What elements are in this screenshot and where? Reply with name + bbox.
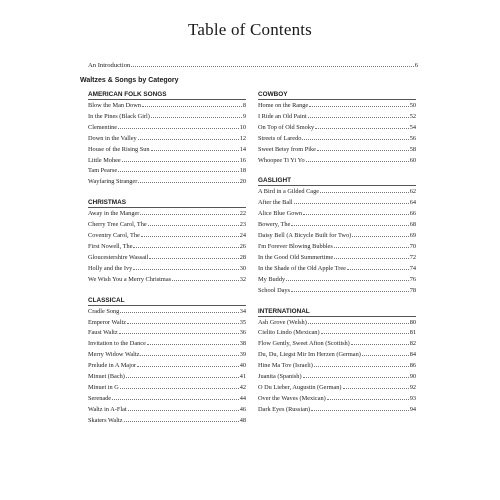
leader-dots bbox=[309, 106, 409, 107]
toc-entry[interactable] bbox=[258, 350, 416, 361]
entry-title: In the Good Old Summertime bbox=[258, 253, 334, 261]
entry-title: O Du Lieber, Augustin (German) bbox=[258, 383, 342, 391]
entry-page: 78 bbox=[409, 286, 416, 294]
entry-title: A Bird in a Gilded Cage bbox=[258, 188, 320, 196]
leader-dots bbox=[140, 355, 238, 356]
entry-page: 40 bbox=[239, 362, 246, 370]
category-heading: Waltzes & Songs by Category bbox=[80, 77, 179, 84]
toc-entry[interactable] bbox=[258, 198, 416, 209]
leader-dots bbox=[327, 399, 409, 400]
entry-page: 24 bbox=[239, 232, 246, 240]
toc-entry[interactable] bbox=[258, 286, 416, 297]
entry-title: Skaters Waltz bbox=[88, 416, 123, 424]
leader-dots bbox=[303, 214, 409, 215]
leader-dots bbox=[308, 323, 409, 324]
leader-dots bbox=[308, 117, 409, 118]
entry-page: 6 bbox=[414, 62, 418, 69]
toc-entry[interactable] bbox=[88, 350, 246, 361]
leader-dots bbox=[118, 171, 239, 172]
entry-page: 69 bbox=[409, 232, 416, 240]
entry-title: Dark Eyes (Russian) bbox=[258, 405, 311, 413]
entry-title: After the Ball bbox=[258, 199, 293, 207]
entry-page: 62 bbox=[409, 188, 416, 196]
toc-entry[interactable] bbox=[88, 209, 246, 220]
entry-title: I'm Forever Blowing Bubbles bbox=[258, 242, 333, 250]
entry-title: Blow the Man Down bbox=[88, 102, 141, 109]
toc-entry[interactable] bbox=[258, 372, 416, 383]
entry-page: 86 bbox=[409, 362, 416, 370]
entry-page: 54 bbox=[409, 123, 416, 131]
leader-dots bbox=[122, 161, 239, 162]
entry-title: Faust Waltz bbox=[88, 329, 118, 337]
toc-section bbox=[88, 198, 246, 285]
toc-entry[interactable] bbox=[88, 166, 246, 177]
toc-entry[interactable] bbox=[88, 339, 246, 350]
entry-title: I Ride an Old Paint bbox=[258, 112, 307, 120]
entry-page: 48 bbox=[239, 416, 246, 424]
entry-page: 60 bbox=[409, 156, 416, 164]
entry-page: 16 bbox=[239, 156, 246, 164]
entry-title: An Introduction bbox=[88, 62, 131, 69]
leader-dots bbox=[302, 139, 408, 140]
left-column bbox=[88, 90, 246, 437]
entry-title: Invitation to the Dance bbox=[88, 340, 146, 348]
entry-page: 38 bbox=[239, 340, 246, 348]
entry-title: Ash Grove (Welsh) bbox=[258, 318, 307, 326]
entry-page: 74 bbox=[409, 264, 416, 272]
toc-entry[interactable] bbox=[88, 220, 246, 231]
toc-entry[interactable] bbox=[258, 220, 416, 231]
leader-dots bbox=[140, 214, 238, 215]
leader-dots bbox=[112, 399, 239, 400]
toc-entry[interactable] bbox=[88, 177, 246, 188]
entry-page: 64 bbox=[409, 199, 416, 207]
entry-page: 93 bbox=[409, 394, 416, 402]
page-title: Table of Contents bbox=[187, 20, 313, 39]
entry-title: Cielito Lindo (Mexican) bbox=[258, 329, 320, 337]
entry-title: Coventry Carol, The bbox=[88, 232, 140, 240]
leader-dots bbox=[334, 258, 409, 259]
leader-dots bbox=[172, 280, 239, 281]
toc-section bbox=[88, 90, 246, 188]
entry-title: Prelude in A Major bbox=[88, 362, 137, 370]
toc-section bbox=[258, 176, 416, 296]
entry-page: 12 bbox=[239, 134, 246, 142]
leader-dots bbox=[334, 247, 409, 248]
entry-page: 8 bbox=[242, 102, 246, 109]
toc-entry[interactable] bbox=[258, 123, 416, 134]
leader-dots bbox=[149, 258, 238, 259]
entry-page: 84 bbox=[409, 351, 416, 359]
toc-entry[interactable] bbox=[258, 101, 416, 112]
leader-dots bbox=[147, 344, 239, 345]
entry-page: 92 bbox=[409, 383, 416, 391]
entry-title: Cradle Song bbox=[88, 307, 120, 315]
toc-entry[interactable] bbox=[258, 318, 416, 329]
leader-dots bbox=[343, 388, 409, 389]
leader-dots bbox=[142, 106, 242, 107]
section-title: CHRISTMAS bbox=[88, 198, 246, 208]
entry-title: Cherry Tree Carol, The bbox=[88, 221, 147, 229]
leader-dots bbox=[141, 236, 239, 237]
toc-entry[interactable] bbox=[88, 383, 246, 394]
toc-entry[interactable] bbox=[88, 307, 246, 318]
leader-dots bbox=[291, 225, 408, 226]
section-title: GASLIGHT bbox=[258, 176, 416, 186]
entry-title: In the Shade of the Old Apple Tree bbox=[258, 264, 346, 272]
section-title: COWBOY bbox=[258, 90, 416, 100]
toc-entry[interactable] bbox=[258, 242, 416, 253]
toc-entry[interactable] bbox=[88, 112, 246, 123]
toc-entry[interactable] bbox=[258, 209, 416, 220]
entry-title: Down in the Valley bbox=[88, 134, 137, 142]
entry-page: 9 bbox=[242, 112, 246, 120]
toc-entry[interactable] bbox=[258, 264, 416, 275]
toc-entry[interactable] bbox=[258, 361, 416, 372]
leader-dots bbox=[120, 312, 238, 313]
toc-entry-introduction[interactable] bbox=[88, 62, 418, 69]
entry-title: Home on the Range bbox=[258, 102, 309, 109]
toc-entry[interactable] bbox=[88, 361, 246, 372]
entry-page: 28 bbox=[239, 253, 246, 261]
entry-title: Daisy Bell (A Bicycle Built for Two) bbox=[258, 232, 352, 240]
leader-dots bbox=[133, 269, 238, 270]
entry-title: Gloucestershire Wassail bbox=[88, 253, 149, 261]
leader-dots bbox=[151, 117, 242, 118]
leader-dots bbox=[291, 291, 409, 292]
entry-title: Tam Pearse bbox=[88, 167, 118, 175]
entry-page: 52 bbox=[409, 112, 416, 120]
entry-title: Holly and the Ivy bbox=[88, 264, 133, 272]
toc-entry[interactable] bbox=[88, 156, 246, 167]
toc-entry[interactable] bbox=[88, 405, 246, 416]
entry-page: 20 bbox=[239, 178, 246, 186]
leader-dots bbox=[311, 410, 409, 411]
entry-page: 35 bbox=[239, 318, 246, 326]
toc-entry[interactable] bbox=[258, 339, 416, 350]
entry-title: Clementine bbox=[88, 123, 118, 131]
leader-dots bbox=[127, 323, 239, 324]
entry-title: My Buddy bbox=[258, 275, 286, 283]
entry-page: 41 bbox=[239, 373, 246, 381]
section-title: INTERNATIONAL bbox=[258, 307, 416, 317]
entry-page: 34 bbox=[239, 307, 246, 315]
toc-entry[interactable] bbox=[88, 394, 246, 405]
entry-page: 23 bbox=[239, 221, 246, 229]
entry-page: 10 bbox=[239, 123, 246, 131]
leader-dots bbox=[306, 161, 409, 162]
entry-page: 56 bbox=[409, 134, 416, 142]
entry-title: House of the Rising Sun bbox=[88, 145, 150, 153]
entry-title: Du, Du, Liegst Mir Im Herzen (German) bbox=[258, 351, 361, 359]
toc-entry[interactable] bbox=[258, 231, 416, 242]
entry-title: Streets of Laredo bbox=[258, 134, 302, 142]
leader-dots bbox=[352, 236, 409, 237]
leader-dots bbox=[133, 247, 238, 248]
entry-title: Emperor Waltz bbox=[88, 318, 127, 326]
section-title: AMERICAN FOLK SONGS bbox=[88, 90, 246, 100]
toc-entry[interactable] bbox=[258, 112, 416, 123]
leader-dots bbox=[126, 377, 239, 378]
toc-entry[interactable] bbox=[88, 318, 246, 329]
leader-dots bbox=[303, 377, 409, 378]
entry-page: 58 bbox=[409, 145, 416, 153]
toc-entry[interactable] bbox=[88, 123, 246, 134]
toc-entry[interactable] bbox=[258, 394, 416, 405]
toc-entry[interactable] bbox=[258, 328, 416, 339]
entry-title: Minuet in G bbox=[88, 383, 119, 391]
entry-title: School Days bbox=[258, 286, 291, 294]
right-column bbox=[258, 90, 416, 426]
entry-page: 46 bbox=[239, 405, 246, 413]
toc-entry[interactable] bbox=[88, 145, 246, 156]
leader-dots bbox=[118, 128, 239, 129]
toc-section bbox=[258, 90, 416, 166]
entry-page: 36 bbox=[239, 329, 246, 337]
leader-dots bbox=[137, 366, 239, 367]
toc-entry[interactable] bbox=[258, 134, 416, 145]
toc-entry[interactable] bbox=[258, 253, 416, 264]
toc-entry[interactable] bbox=[88, 134, 246, 145]
entry-title: Hine Ma Tov (Israeli) bbox=[258, 362, 313, 370]
leader-dots bbox=[148, 225, 239, 226]
toc-entry[interactable] bbox=[88, 101, 246, 112]
entry-page: 50 bbox=[409, 102, 416, 109]
entry-title: Away in the Manger bbox=[88, 210, 140, 218]
entry-title: We Wish You a Merry Christmas bbox=[88, 275, 172, 283]
toc-entry[interactable] bbox=[88, 264, 246, 275]
leader-dots bbox=[320, 192, 409, 193]
entry-page: 94 bbox=[409, 405, 416, 413]
entry-title: Flow Gently, Sweet Afton (Scottish) bbox=[258, 340, 350, 348]
entry-title: Wayfaring Stranger bbox=[88, 178, 138, 186]
leader-dots bbox=[314, 366, 409, 367]
entry-page: 44 bbox=[239, 394, 246, 402]
toc-section bbox=[88, 296, 246, 427]
toc-entry[interactable] bbox=[88, 275, 246, 286]
toc-entry[interactable] bbox=[88, 253, 246, 264]
entry-page: 42 bbox=[239, 383, 246, 391]
entry-page: 18 bbox=[239, 167, 246, 175]
entry-page: 81 bbox=[409, 329, 416, 337]
toc-entry[interactable] bbox=[88, 242, 246, 253]
entry-page: 39 bbox=[239, 351, 246, 359]
entry-title: Little Mohee bbox=[88, 156, 121, 164]
entry-page: 82 bbox=[409, 340, 416, 348]
leader-dots bbox=[347, 269, 409, 270]
toc-entry[interactable] bbox=[258, 405, 416, 416]
entry-page: 76 bbox=[409, 275, 416, 283]
leader-dots bbox=[317, 150, 409, 151]
entry-page: 32 bbox=[239, 275, 246, 283]
entry-page: 14 bbox=[239, 145, 246, 153]
leader-dots bbox=[294, 203, 409, 204]
leader-dots bbox=[128, 410, 239, 411]
toc-entry[interactable] bbox=[258, 187, 416, 198]
entry-page: 70 bbox=[409, 242, 416, 250]
leader-dots bbox=[321, 333, 409, 334]
entry-title: First Nowell, The bbox=[88, 242, 133, 250]
toc-entry[interactable] bbox=[88, 372, 246, 383]
entry-title: Bowery, The bbox=[258, 221, 291, 229]
entry-page: 26 bbox=[239, 242, 246, 250]
toc-entry[interactable] bbox=[258, 383, 416, 394]
leader-dots bbox=[119, 333, 239, 334]
leader-dots bbox=[286, 280, 409, 281]
entry-page: 90 bbox=[409, 373, 416, 381]
entry-title: Sweet Betsy from Pike bbox=[258, 145, 316, 153]
leader-dots bbox=[124, 421, 239, 422]
entry-title: Merry Widow Waltz bbox=[88, 351, 140, 359]
leader-dots bbox=[138, 182, 238, 183]
leader-dots bbox=[120, 388, 239, 389]
entry-page: 68 bbox=[409, 221, 416, 229]
entry-title: Over the Waves (Mexican) bbox=[258, 394, 326, 402]
toc-entry[interactable] bbox=[258, 275, 416, 286]
leader-dots bbox=[362, 355, 409, 356]
entry-page: 30 bbox=[239, 264, 246, 272]
section-title: CLASSICAL bbox=[88, 296, 246, 306]
leader-dots bbox=[351, 344, 409, 345]
entry-title: Juanita (Spanish) bbox=[258, 373, 302, 381]
entry-page: 72 bbox=[409, 253, 416, 261]
leader-dots bbox=[315, 128, 409, 129]
entry-title: Minuet (Bach) bbox=[88, 373, 125, 381]
entry-title: Serenade bbox=[88, 394, 112, 402]
toc-section bbox=[258, 307, 416, 416]
entry-title: In the Pines (Black Girl) bbox=[88, 112, 150, 120]
toc-entry[interactable] bbox=[88, 231, 246, 242]
entry-title: Alice Blue Gown bbox=[258, 210, 303, 218]
leader-dots bbox=[151, 150, 239, 151]
toc-entry[interactable] bbox=[258, 145, 416, 156]
entry-page: 22 bbox=[239, 210, 246, 218]
entry-page: 80 bbox=[409, 318, 416, 326]
toc-entry[interactable] bbox=[88, 328, 246, 339]
entry-title: On Top of Old Smoky bbox=[258, 123, 315, 131]
leader-dots bbox=[131, 66, 413, 67]
entry-page: 66 bbox=[409, 210, 416, 218]
toc-entry[interactable] bbox=[258, 156, 416, 167]
toc-entry[interactable] bbox=[88, 416, 246, 427]
entry-title: Whoopee Ti Yi Yo bbox=[258, 156, 305, 164]
leader-dots bbox=[138, 139, 239, 140]
entry-title: Waltz in A-Flat bbox=[88, 405, 127, 413]
